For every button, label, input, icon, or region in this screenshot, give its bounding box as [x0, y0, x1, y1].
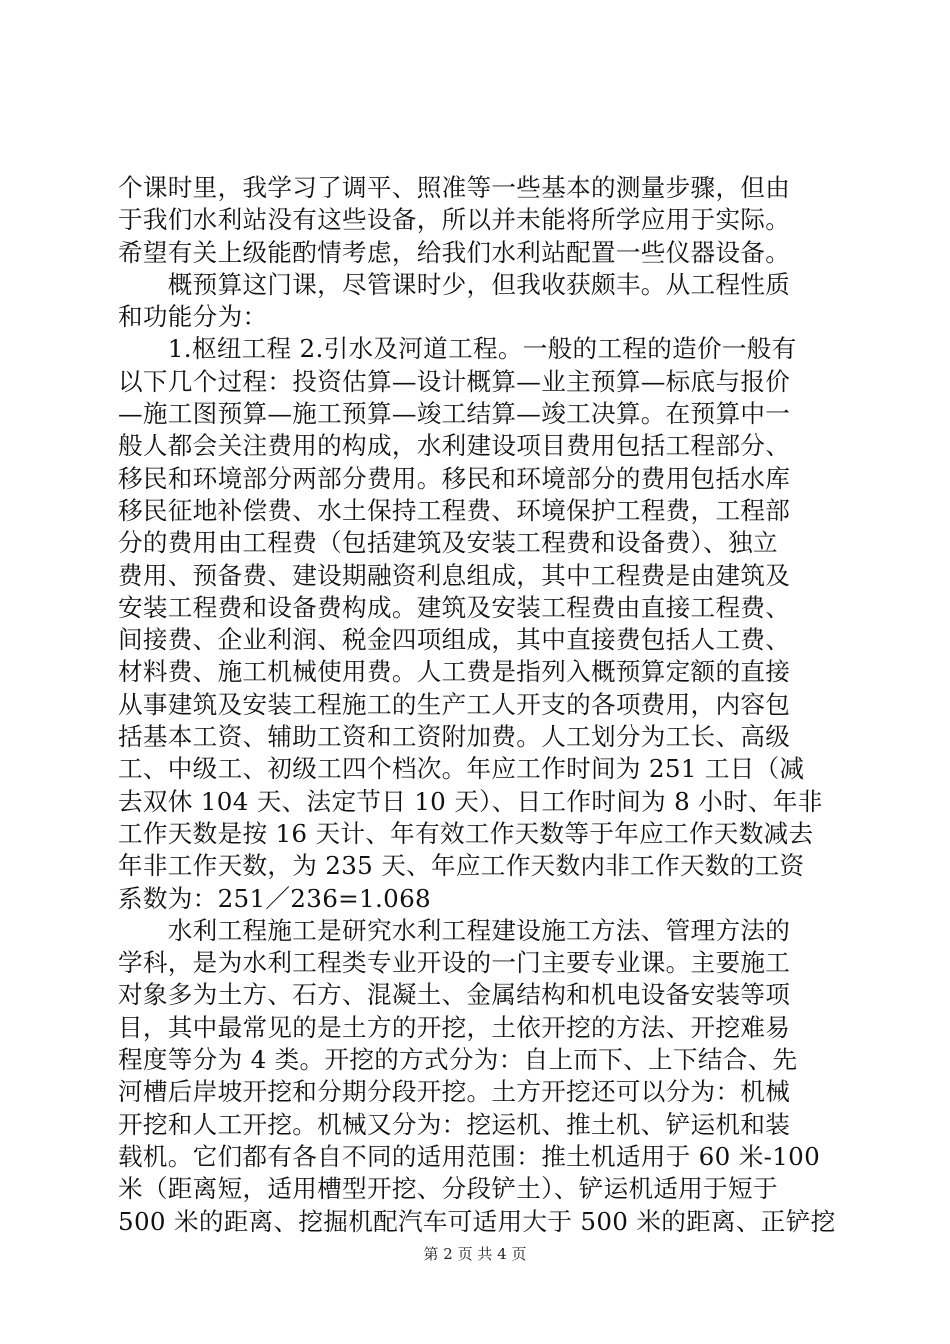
- text-line: 括基本工资、辅助工资和工资附加费。人工划分为工长、高级: [118, 722, 791, 752]
- text-line: 移民征地补偿费、水土保持工程费、环境保护工程费，工程部: [118, 495, 791, 525]
- text-line: 河槽后岸坡开挖和分期分段开挖。土方开挖还可以分为：机械: [118, 1077, 791, 1107]
- text-line: 年非工作天数，为 235 天、年应工作天数内非工作天数的工资: [118, 851, 805, 881]
- text-line: 水利工程施工是研究水利工程建设施工方法、管理方法的: [118, 915, 791, 945]
- text-line: 去双休 104 天、法定节日 10 天）、日工作时间为 8 小时、年非: [118, 786, 823, 816]
- text-line: 对象多为土方、石方、混凝土、金属结构和机电设备安装等项: [118, 980, 791, 1010]
- text-line: 分的费用由工程费（包括建筑及安装工程费和设备费）、独立: [118, 528, 778, 558]
- text-line: —施工图预算—施工预算—竣工结算—竣工决算。在预算中一: [118, 399, 791, 429]
- page-footer: 第 2 页 共 4 页: [423, 1245, 527, 1263]
- text-line: 工作天数是按 16 天计、年有效工作天数等于年应工作天数减去: [118, 818, 814, 848]
- text-line: 500 米的距离、挖掘机配汽车可适用大于 500 米的距离、正铲挖: [118, 1206, 836, 1236]
- text-line: 从事建筑及安装工程施工的生产工人开支的各项费用，内容包: [118, 689, 791, 719]
- text-line: 系数为：251／236=1.068: [118, 883, 431, 913]
- text-line: 1.枢纽工程 2.引水及河道工程。一般的工程的造价一般有: [118, 334, 797, 364]
- text-line: 载机。它们都有各自不同的适用范围：推土机适用于 60 米-100: [118, 1141, 821, 1171]
- text-line: 于我们水利站没有这些设备，所以并未能将所学应用于实际。: [118, 205, 791, 235]
- text-line: 概预算这门课，尽管课时少，但我收获颇丰。从工程性质: [118, 269, 791, 299]
- text-line: 希望有关上级能酌情考虑，给我们水利站配置一些仪器设备。: [118, 237, 791, 267]
- text-line: 移民和环境部分两部分费用。移民和环境部分的费用包括水库: [118, 463, 791, 493]
- text-line: 米（距离短，适用槽型开挖、分段铲土）、铲运机适用于短于: [118, 1174, 778, 1204]
- text-line: 学科，是为水利工程类专业开设的一门主要专业课。主要施工: [118, 948, 791, 978]
- text-line: 材料费、施工机械使用费。人工费是指列入概预算定额的直接: [118, 657, 791, 687]
- text-line: 工、中级工、初级工四个档次。年应工作时间为 251 工日（减: [118, 754, 805, 784]
- text-line: 目，其中最常见的是土方的开挖，土依开挖的方法、开挖难易: [118, 1012, 791, 1042]
- text-line: 开挖和人工开挖。机械又分为：挖运机、推土机、铲运机和装: [118, 1109, 791, 1139]
- text-line: 程度等分为 4 类。开挖的方式分为：自上而下、上下结合、先: [118, 1045, 798, 1075]
- text-line: 安装工程费和设备费构成。建筑及安装工程费由直接工程费、: [118, 592, 791, 622]
- text-line: 个课时里，我学习了调平、照准等一些基本的测量步骤，但由: [118, 173, 791, 202]
- document-body: [118, 172, 836, 1238]
- text-line: 费用、预备费、建设期融资利息组成，其中工程费是由建筑及: [118, 560, 791, 590]
- text-line: 间接费、企业利润、税金四项组成，其中直接费包括人工费、: [118, 625, 791, 655]
- text-line: 以下几个过程：投资估算—设计概算—业主预算—标底与报价: [118, 366, 791, 396]
- text-line: 和功能分为：: [118, 302, 268, 332]
- text-line: 般人都会关注费用的构成，水利建设项目费用包括工程部分、: [118, 431, 791, 461]
